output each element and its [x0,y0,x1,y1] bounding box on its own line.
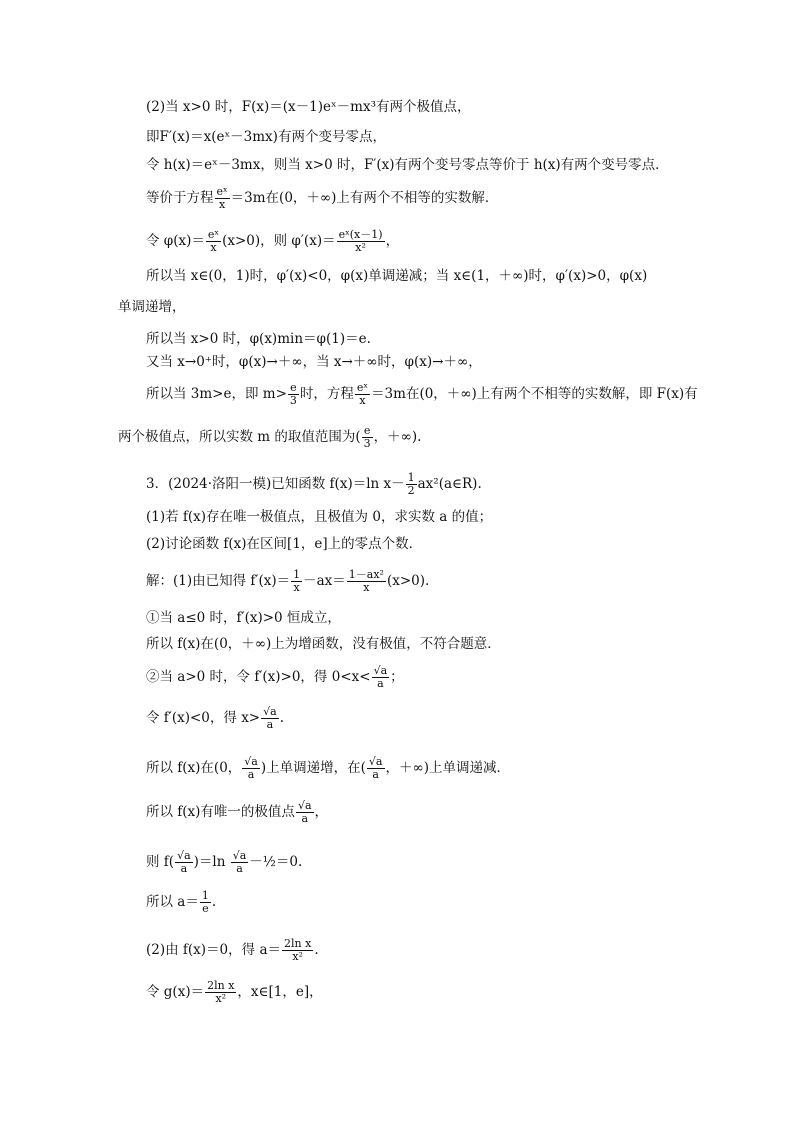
text-segment: (2)由 f(x)＝0，得 a＝ [146,942,281,958]
fraction [206,229,221,254]
text-segment: 所以 a＝ [146,894,199,910]
text-segment: －ax＝ [303,573,346,589]
text-line [146,229,399,254]
text-segment: 所以当 3m>e，即 m> [146,386,287,402]
text-line [146,472,482,497]
text-segment: 则 f( [146,854,175,870]
fraction [242,756,260,781]
text-segment: 令 f′(x)<0，得 x> [146,710,261,726]
text-segment: ； [390,669,404,685]
numerator: 2ln x [207,979,235,992]
text-segment: )上单调递增，在( [260,760,366,776]
fraction [362,425,373,450]
text-line: (1)若 f(x)存在唯一极值点，且极值为 0，求实数 a 的值； [146,509,493,525]
text-segment: 所以 f(x)有唯一的极值点 [146,804,295,820]
text-segment: ，x∈[1，e]， [237,984,323,1000]
text-line: 又当 x→0⁺时，φ(x)→＋∞，当 x→＋∞时，φ(x)→＋∞， [146,354,482,370]
denominator: x² [292,950,303,963]
text-segment: ， [314,804,329,820]
denominator: x [210,241,217,254]
text-segment: 时，方程 [299,386,354,402]
text-line: ①当 a≤0 时，f′(x)>0 恒成立， [146,610,341,626]
fraction [282,938,313,963]
text-segment: －½＝0. [249,854,303,870]
fraction [296,800,314,825]
fraction [215,186,230,211]
numerator: √a [232,849,247,862]
fraction [406,472,417,497]
text-line [146,850,302,875]
fraction [372,665,390,690]
denominator: x [293,581,300,594]
numerator: e [288,382,299,395]
numerator: √a [263,705,277,718]
text-segment: . [314,942,319,958]
text-segment: ， [385,233,400,249]
denominator: e [202,902,209,915]
denominator: a [247,768,255,781]
numerator: √a [368,755,383,768]
numerator: 1－ax² [348,568,384,581]
text-line [146,800,328,825]
text-segment: ，＋∞)上单调递减． [385,760,511,776]
text-line [146,706,284,731]
denominator: a [180,862,188,875]
denominator: 3 [363,437,371,450]
denominator: a [377,677,384,690]
text-line: 所以当 x∈(0，1)时，φ′(x)<0，φ(x)单调递减；当 x∈(1，＋∞)时，φ′(x)>0，φ(x) [146,268,648,284]
text-line [146,665,404,690]
numerator: √a [297,799,312,812]
text-segment: . [211,894,217,910]
fraction [205,980,236,1005]
numerator: 1 [201,889,209,902]
text-line: 令 h(x)＝eˣ－3mx，则当 x>0 时，F′(x)有两个变号零点等价于 h(x)有两个变号零点． [146,157,669,173]
denominator: x [363,581,370,594]
text-line [146,186,498,211]
text-line: (2)讨论函数 f(x)在区间[1，e]上的零点个数． [146,536,423,552]
fraction [288,382,299,407]
denominator: x [218,198,226,211]
numerator: eˣ(x－1) [338,228,383,241]
text-segment: ，＋∞). [373,429,422,445]
numerator: √a [373,664,388,677]
text-line: (2)当 x>0 时，F(x)＝(x－1)eˣ－mx³有两个极值点， [146,99,471,115]
text-line [146,382,698,407]
text-segment: (x>0). [386,573,430,589]
text-line [146,890,216,915]
text-segment: 解：(1)由已知得 f′(x)＝ [146,573,291,589]
text-segment: )＝ln [193,854,230,870]
denominator: a [372,768,379,781]
denominator: a [266,718,274,731]
text-line [146,569,429,594]
text-line [146,938,319,963]
numerator: e [362,425,373,438]
fraction [175,850,193,875]
numerator: 1 [407,471,415,484]
denominator: x² [215,992,227,1005]
text-segment: ＝3m在(0，＋∞)上有两个不相等的实数解，即 F(x)有 [371,386,698,402]
fraction [355,382,370,407]
text-line: 所以 f(x)在(0，＋∞)上为增函数，没有极值，不符合题意． [146,636,501,652]
denominator: a [301,812,308,825]
fraction [367,756,385,781]
text-segment: 等价于方程 [146,190,214,206]
fraction [200,890,211,915]
numerator: eˣ [216,185,228,198]
numerator: √a [244,755,258,768]
text-segment: ②当 a>0 时，令 f′(x)>0，得 0<x< [146,669,371,685]
numerator: eˣ [207,228,220,241]
denominator: a [236,862,243,875]
text-segment: 3．(2024·洛阳一模)已知函数 f(x)＝ln x－ [146,476,405,492]
numerator: 2ln x [284,937,312,950]
text-segment: 所以 f(x)在(0， [146,760,242,776]
numerator: eˣ [356,381,369,394]
text-segment: 两个极值点，所以实数 m 的取值范围为( [118,429,361,445]
text-segment: (x>0)，则 φ′(x)＝ [222,233,336,249]
denominator: x² [355,241,366,254]
text-line [118,425,421,450]
text-line: 单调递增， [118,299,186,315]
text-segment: 令 φ(x)＝ [146,233,205,249]
denominator: 2 [407,484,415,497]
denominator: 3 [289,394,297,407]
fraction [337,229,385,254]
fraction [347,569,386,594]
fraction [291,569,302,594]
fraction [231,850,249,875]
fraction [261,706,279,731]
numerator: 1 [293,568,301,581]
text-segment: ax²(a∈R). [417,476,482,492]
denominator: x [359,394,366,407]
text-segment: . [279,710,284,726]
numerator: √a [177,849,191,862]
text-segment: ＝3m在(0，＋∞)上有两个不相等的实数解． [230,190,499,206]
text-line [146,980,323,1005]
text-line: 即F′(x)＝x(eˣ－3mx)有两个变号零点， [146,129,386,145]
text-line: 所以当 x>0 时，φ(x)min＝φ(1)＝e. [146,331,371,347]
text-line [146,756,510,781]
text-segment: 令 g(x)＝ [146,984,205,1000]
